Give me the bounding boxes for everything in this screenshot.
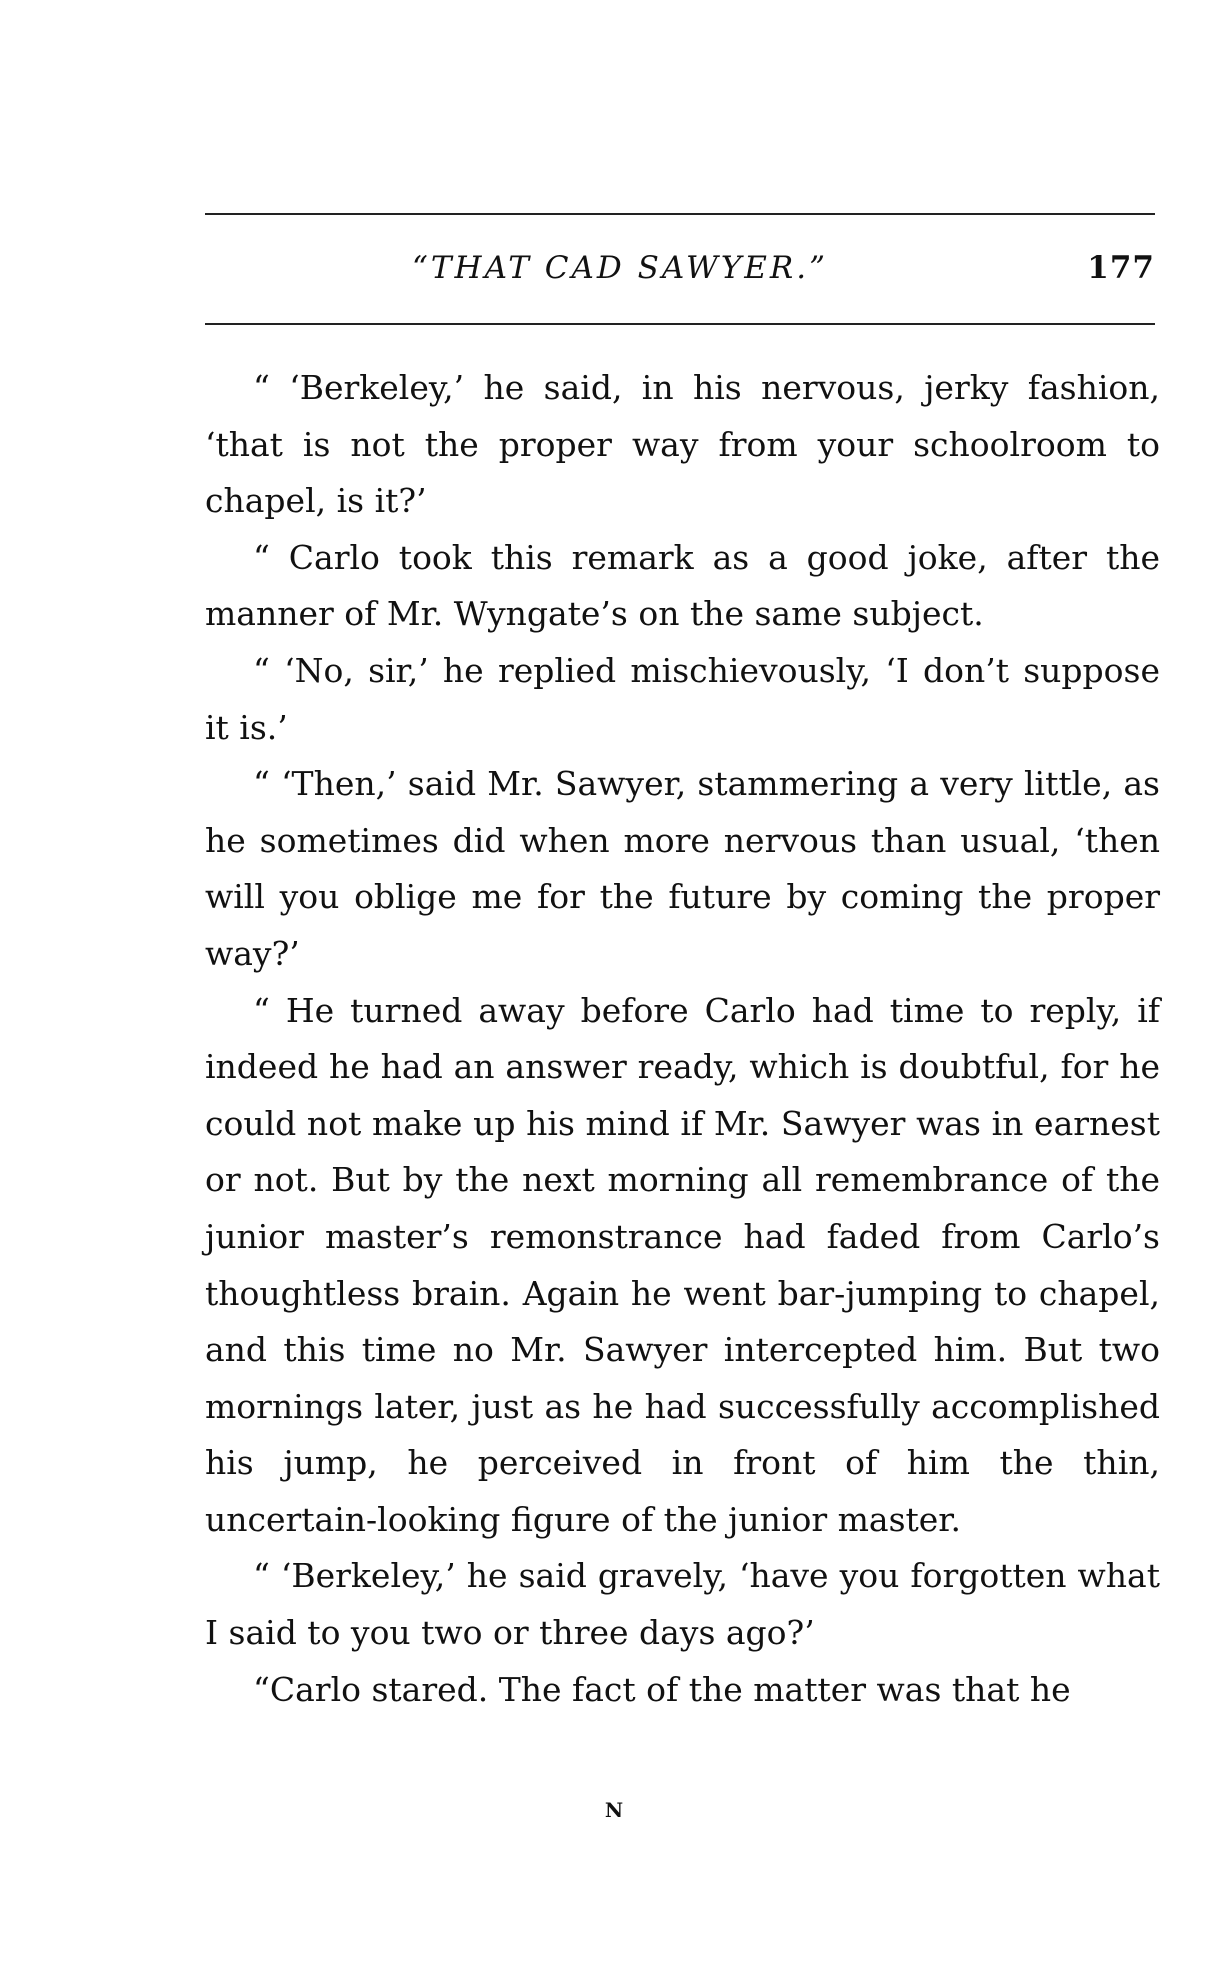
paragraph: “Carlo stared. The fact of the matter was that he <box>253 1669 1071 1709</box>
page-header <box>205 250 1155 298</box>
top-rule <box>205 213 1155 215</box>
paragraph: “ ‘Berkeley,’ he said gravely, ‘have you forgotten what I said to you two or three days ago?’ <box>205 1556 1160 1653</box>
header-rule <box>205 323 1155 325</box>
paragraph: “ ‘No, sir,’ he replied mischievously, ‘I don’t suppose it is.’ <box>205 650 1160 747</box>
running-title: “THAT CAD SAWYER.” <box>412 250 828 286</box>
page-number: 177 <box>1087 250 1155 286</box>
paragraph: “ ‘Then,’ said Mr. Sawyer, stammering a very little, as he sometimes did when more nervous than usual, ‘then will you oblige me for the future by coming the proper way?’ <box>205 764 1160 973</box>
paragraph: “ He turned away before Carlo had time to reply, if indeed he had an answer ready, which is doubtful, for he could not make up his mind if Mr. Sawyer was in earnest or not. But by the next morning all remembrance of the junior master’s remonstrance had faded from Carlo’s thoughtless brain. Again he went bar-jumping to chapel, and this time no Mr. Sawyer intercepted him. But two mornings later, just as he had successfully accomplished his jump, he perceived in front of him the thin, uncertain-looking figure of the junior master. <box>205 990 1160 1539</box>
paragraph: “ Carlo took this remark as a good joke, after the manner of Mr. Wyngate’s on the same subject. <box>205 537 1160 634</box>
paragraph: “ ‘Berkeley,’ he said, in his nervous, jerky fashion, ‘that is not the proper way from your schoolroom to chapel, is it?’ <box>205 368 1160 521</box>
signature-mark: N <box>604 1798 624 1822</box>
body-text <box>205 360 1160 1718</box>
